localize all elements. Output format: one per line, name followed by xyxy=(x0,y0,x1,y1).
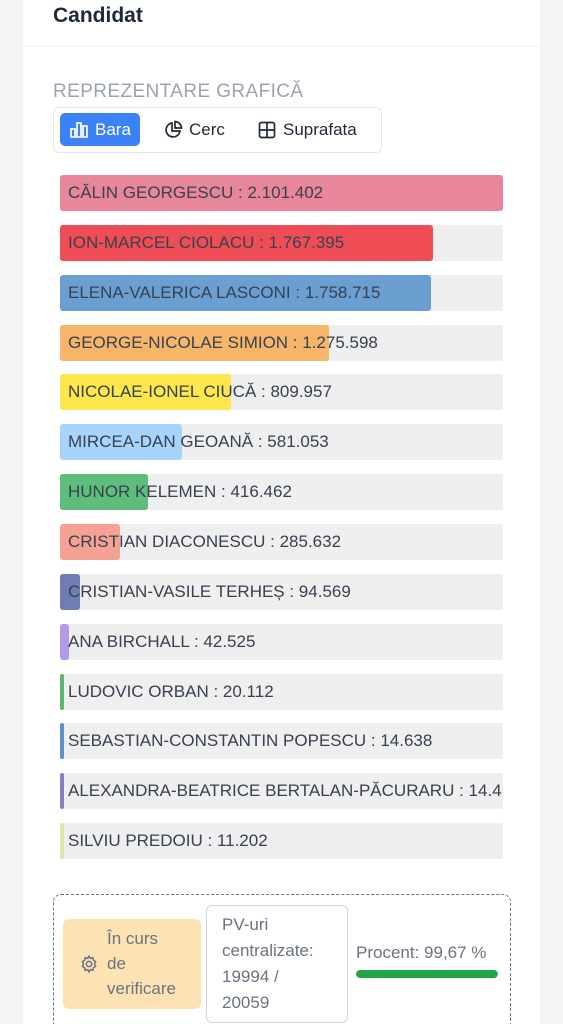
pv-line: 19994 / xyxy=(222,967,279,986)
bar-label: HUNOR KELEMEN : 416.462 xyxy=(68,482,292,502)
tab-suprafata[interactable] xyxy=(248,113,366,146)
chart-type-tabs xyxy=(53,107,382,153)
tab-bara[interactable] xyxy=(60,113,140,146)
percent-label: Procent: 99,67 % xyxy=(356,943,487,962)
bar[interactable] xyxy=(60,773,64,809)
bar-label: NICOLAE-IONEL CIUCĂ : 809.957 xyxy=(68,382,332,402)
bar-label: LUDOVIC ORBAN : 20.112 xyxy=(68,681,274,701)
status-line: de xyxy=(107,954,126,973)
bar-row xyxy=(60,225,503,261)
tab-label: Bara xyxy=(95,119,131,139)
bar-label: CĂLIN GEORGESCU : 2.101.402 xyxy=(68,183,324,202)
status-badge xyxy=(63,919,201,1009)
tab-cerc[interactable] xyxy=(154,113,234,146)
pv-line: PV-uri xyxy=(222,915,269,934)
bar-label: ION-MARCEL CIOLACU : 1.767.395 xyxy=(68,232,345,252)
status-line: În curs xyxy=(107,929,159,948)
bar-row xyxy=(60,374,503,410)
pv-line: centralizate: xyxy=(222,941,314,960)
area-chart-icon xyxy=(257,120,277,140)
percent-progress-fill xyxy=(356,970,498,978)
section-label: REPREZENTARE GRAFICĂ xyxy=(53,81,304,102)
bar-label: ALEXANDRA-BEATRICE BERTALAN-PĂCURARU : 14.4 xyxy=(68,781,502,801)
pv-line: 20059 xyxy=(222,993,270,1012)
pie-chart-icon xyxy=(163,120,183,140)
bar[interactable] xyxy=(60,823,64,859)
bar-row xyxy=(60,524,503,560)
bar-label: CRISTIAN-VASILE TERHEȘ : 94.569 xyxy=(68,581,351,601)
bar-row xyxy=(60,424,503,460)
bar-row xyxy=(60,674,503,710)
status-line: verificare xyxy=(107,979,176,998)
bar-label: ELENA-VALERICA LASCONI : 1.758.715 xyxy=(68,282,381,302)
title-divider xyxy=(23,46,540,47)
bar-label: MIRCEA-DAN GEOANĂ : 581.053 xyxy=(68,432,329,452)
tab-label: Cerc xyxy=(189,119,225,139)
tab-label: Suprafata xyxy=(283,119,357,139)
bar-row xyxy=(60,574,503,610)
verification-status-box xyxy=(53,894,511,1024)
percent-progress-bar xyxy=(356,970,498,978)
pv-count-box xyxy=(206,905,348,1023)
candidate-card xyxy=(23,0,540,1024)
bar-row xyxy=(60,275,503,311)
bar-row xyxy=(60,823,503,859)
gear-icon xyxy=(79,954,99,974)
bar-label: ANA BIRCHALL : 42.525 xyxy=(68,631,256,651)
bar-label: GEORGE-NICOLAE SIMION : 1.275.598 xyxy=(68,332,378,352)
bar-row xyxy=(60,773,503,809)
status-text xyxy=(107,926,197,1001)
bar-label: CRISTIAN DIACONESCU : 285.632 xyxy=(68,531,342,551)
bar-label: SILVIU PREDOIU : 11.202 xyxy=(68,831,268,851)
bar-row xyxy=(60,474,503,510)
bar-label: SEBASTIAN-CONSTANTIN POPESCU : 14.638 xyxy=(68,731,433,751)
bar-row xyxy=(60,175,503,211)
card-title: Candidat xyxy=(53,4,143,27)
bar[interactable] xyxy=(60,723,64,759)
bar-row xyxy=(60,723,503,759)
bar-row xyxy=(60,624,503,660)
bar-row xyxy=(60,325,503,361)
bar[interactable] xyxy=(60,674,64,710)
bar-chart-icon xyxy=(69,121,89,139)
